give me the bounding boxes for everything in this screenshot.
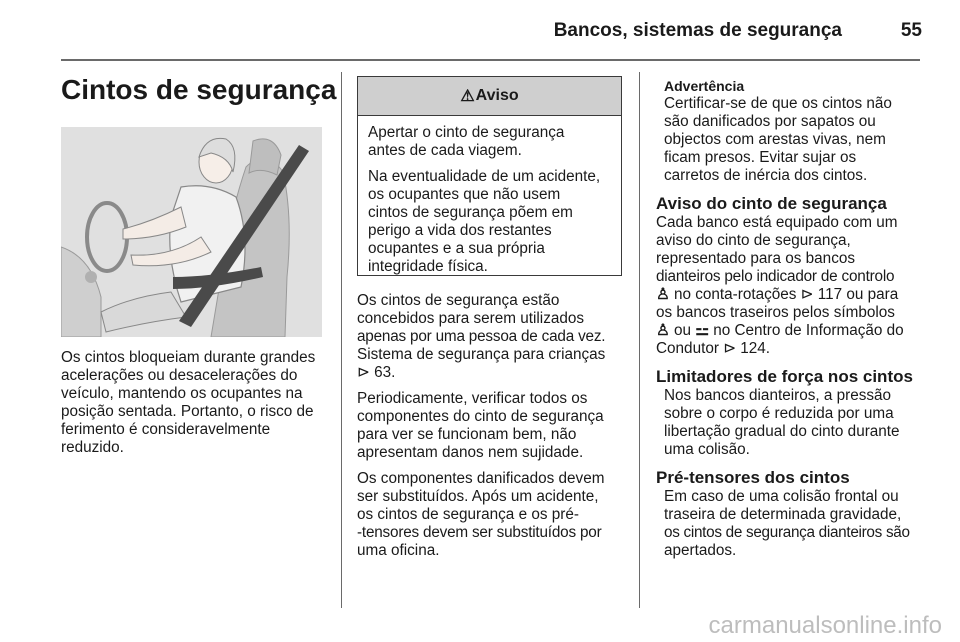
column-divider-1	[341, 72, 342, 608]
driver-seatbelt-drawing	[61, 127, 322, 337]
seatbelt-warning-icon: ♙	[656, 286, 670, 303]
text-line: antes de cada viagem.	[368, 142, 522, 159]
col2-body	[357, 292, 632, 568]
col2-paragraph-2	[357, 390, 632, 462]
text-line: Os componentes danificados devem	[357, 470, 605, 487]
text-line: apenas por uma pessoa de cada vez.	[357, 328, 606, 345]
page-ref-link[interactable]: 117 ou para	[817, 286, 899, 303]
text-line: os cintos de segurança dianteiros são	[664, 524, 910, 541]
rear-seatbelt-icon: ⚍	[695, 322, 709, 339]
text-line: objectos com arestas vivas, nem	[664, 131, 886, 148]
text-line: aviso do cinto de segurança,	[656, 232, 851, 249]
warning-paragraph-1	[368, 124, 611, 160]
advertencia-block	[656, 78, 931, 185]
text-line: Os cintos bloqueiam durante grandes	[61, 349, 316, 366]
col2-paragraph-3	[357, 470, 632, 560]
text-line: reduzido.	[61, 439, 124, 456]
header-rule	[61, 59, 920, 61]
watermark: carmanualsonline.info	[708, 612, 942, 639]
page-ref-link[interactable]: 63.	[374, 364, 396, 381]
page-ref-arrow-icon: ⊳	[800, 286, 814, 303]
text-segment: ou	[673, 322, 691, 339]
text-line: Na eventualidade de um acidente,	[368, 168, 601, 185]
text-line: sobre o corpo é reduzida por uma	[664, 405, 894, 422]
text-line: Em caso de uma colisão frontal ou	[664, 488, 899, 505]
warning-box	[357, 76, 622, 276]
text-line: cintos de segurança põem em	[368, 204, 573, 221]
column-divider-2	[639, 72, 640, 608]
force-limiters-text	[656, 387, 931, 459]
text-line: os bancos traseiros pelos símbolos	[656, 304, 895, 321]
text-line: Cada banco está equipado com um	[656, 214, 898, 231]
text-line: concebidos para serem utilizados	[357, 310, 585, 327]
text-line: carretos de inércia dos cintos.	[664, 167, 868, 184]
warning-header	[358, 77, 621, 116]
seatbelt-illustration	[61, 127, 322, 337]
col1-paragraph	[61, 349, 331, 457]
text-line: ferimento é consideravelmente	[61, 421, 271, 438]
text-line: ser substituídos. Após um acidente,	[357, 488, 599, 505]
text-line: Nos bancos dianteiros, a pressão	[664, 387, 892, 404]
text-line: para ver se funcionam bem, não	[357, 426, 577, 443]
text-segment: no conta-rotações	[673, 286, 797, 303]
text-line: Certificar-se de que os cintos não	[664, 95, 892, 112]
text-line: Apertar o cinto de segurança	[368, 124, 565, 141]
text-segment: Condutor	[656, 340, 719, 357]
warning-title: Aviso	[475, 87, 519, 104]
text-line: perigo a vida dos restantes	[368, 222, 552, 239]
text-line: Sistema de segurança para crianças	[357, 346, 606, 363]
seatbelt-reminder-text	[656, 214, 931, 358]
seatbelt-warning-icon: ♙	[656, 322, 670, 339]
text-line	[656, 322, 931, 340]
text-line: uma colisão.	[664, 441, 750, 458]
text-line: dianteiros pelo indicador de controlo	[656, 268, 895, 285]
text-line	[656, 340, 931, 358]
col2-paragraph-1	[357, 292, 632, 382]
text-segment: no Centro de Informação do	[713, 322, 904, 339]
section-heading-force-limiters: Limitadores de força nos cintos	[656, 367, 913, 386]
text-line: ficam presos. Evitar sujar os	[664, 149, 857, 166]
page-number: 55	[900, 20, 922, 41]
warning-body	[358, 116, 621, 276]
text-line: apertados.	[664, 542, 737, 559]
text-line: ocupantes e a sua própria	[368, 240, 545, 257]
text-line	[656, 286, 931, 304]
warning-triangle-icon: ⚠	[460, 88, 475, 105]
text-line: são danificados por sapatos ou	[664, 113, 876, 130]
text-line: integridade física.	[368, 258, 488, 275]
section-heading-seatbelt-reminder: Aviso do cinto de segurança	[656, 194, 887, 213]
page-ref-arrow-icon: ⊳	[723, 340, 737, 357]
text-line: os ocupantes que não usem	[368, 186, 561, 203]
text-line: libertação gradual do cinto durante	[664, 423, 900, 440]
text-line: posição sentada. Portanto, o risco de	[61, 403, 314, 420]
text-line: veículo, mantendo os ocupantes na	[61, 385, 303, 402]
advertencia-title: Advertência	[664, 78, 745, 94]
running-header-title: Bancos, sistemas de segurança	[553, 20, 842, 41]
text-line: representado para os bancos	[656, 250, 855, 267]
col3-body	[656, 78, 931, 560]
text-line: os cintos de segurança e os pré-	[357, 506, 579, 523]
section-heading-pretensioners: Pré-tensores dos cintos	[656, 468, 850, 487]
col1-body	[61, 349, 331, 457]
page-ref-arrow-icon: ⊳	[357, 364, 370, 381]
text-line: componentes do cinto de segurança	[357, 408, 604, 425]
main-heading: Cintos de segurança	[61, 74, 337, 105]
pretensioners-text	[656, 488, 931, 560]
text-line: apresentam danos nem sujidade.	[357, 444, 584, 461]
text-line: acelerações ou desacelerações do	[61, 367, 298, 384]
text-line: uma oficina.	[357, 542, 440, 559]
warning-paragraph-2	[368, 168, 611, 276]
page-ref-link[interactable]: 124.	[740, 340, 771, 357]
text-line: traseira de determinada gravidade,	[664, 506, 902, 523]
text-line: Periodicamente, verificar todos os	[357, 390, 588, 407]
text-line: -tensores devem ser substituídos por	[357, 524, 602, 541]
text-line: Os cintos de segurança estão	[357, 292, 560, 309]
